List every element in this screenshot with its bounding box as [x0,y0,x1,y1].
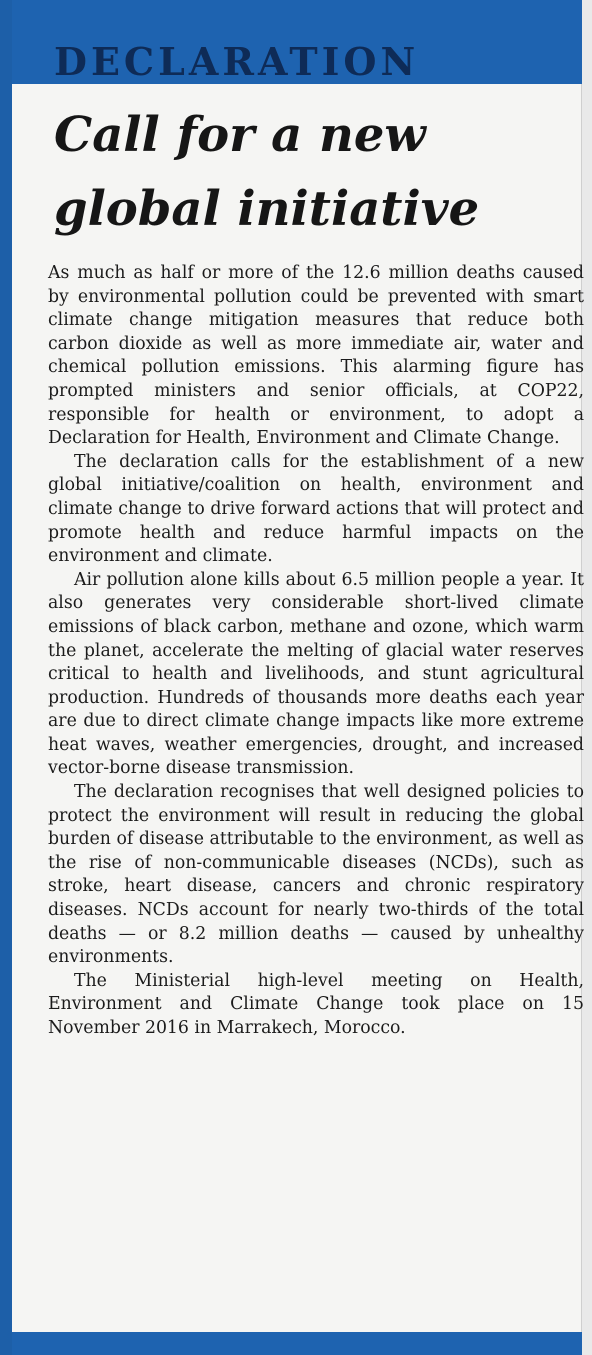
paragraph-1: As much as half or more of the 12.6 million deaths caused by environmental pollution could be prevented with smart climate change mitigation measures that reduce both carbon dioxide as well as more immediate air, water and chemical pollution emissions. This alarming figure has prompted ministers and senior officials, at COP22, responsible for health or environment, to adopt a Declaration for Health, Environment and Climate Change. [48,263,584,449]
article-body [48,262,584,1041]
left-accent-bar [0,0,12,1355]
paragraph-5: The Ministerial high-level meeting on Health, Environment and Climate Change took place on 15 November 2016 in Marrakech, Morocco. [48,970,584,1038]
headline: Call for a new global initiative [54,107,480,237]
paragraph-4: The declaration recognises that well designed policies to protect the environment will result in reducing the global burden of disease attributable to the environment, as well as the rise of non-communicable diseases (NCDs), such as stroke, heart disease, cancers and chronic respiratory diseases. NCDs account for nearly two-thirds of the total deaths — or 8.2 million deaths — caused by unhealthy environments. [48,782,584,968]
section-kicker: DECLARATION [54,39,420,84]
paragraph-3: Air pollution alone kills about 6.5 million people a year. It also generates very considerable short-lived climate emissions of black carbon, methane and ozone, which warm the planet, accelerate the melting of glacial water reserves critical to health and livelihoods, and stunt agricultural production. Hundreds of thousands more deaths each year are due to direct climate change impacts like more extreme heat waves, weather emergencies, drought, and increased vector-borne disease transmission. [48,569,584,779]
paragraph-2: The declaration calls for the establishment of a new global initiative/coalition on health, environment and climate change to drive forward actions that will protect and promote health and reduce harmful impacts on the environment and climate. [48,451,584,567]
footer-band [12,1332,582,1355]
